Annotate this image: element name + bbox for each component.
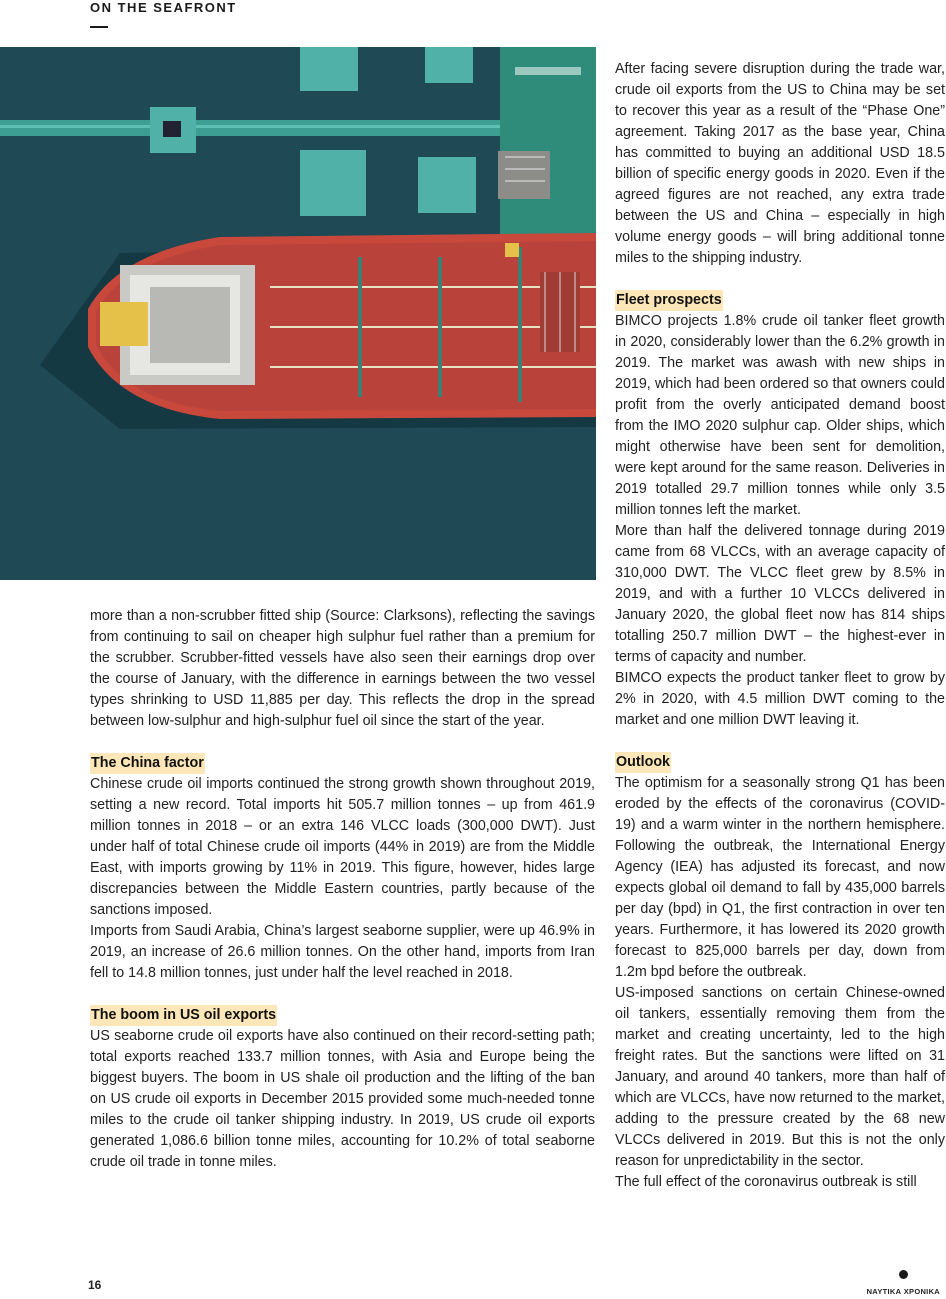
paragraph: After facing severe disruption during the trade war, crude oil exports from the US to China may be set to recover this year as a result of the “Phase One” agreement. Taking 2017 as the base year, China has committed to buying an additional USD 18.5 billion of specific energy goods in 2020. Even if the agreed figures are not reached, any extra trade between the US and China – especially in high volume energy goods – will bring additional tonne miles to the shipping industry. [615,61,945,266]
subhead-outlook: Outlook [615,752,671,773]
brand-logo-icon [899,1270,908,1279]
tanker-aerial-photo [0,47,596,580]
paragraph: more than a non-scrubber fitted ship (Source: Clarksons), reflecting the savings from continuing to sail on cheaper high sulphur fuel rather than a premium for the scrubber. Scrubber-fitted vessels have also seen their earnings drop over the course of January, with the difference in earnings between the two vessel types shrinking to USD 11,885 per day. This reflects the drop in the spread between low-sulphur and high-sulphur fuel oil since the start of the year. [90,608,595,729]
paragraph: Chinese crude oil imports continued the strong growth shown throughout 2019, setting a new record. Total imports hit 505.7 million tonnes – up from 461.9 million tonnes in 2018 – or an extra 146 VLCC loads (300,000 DWT). Just under half of total Chinese crude oil imports (44% in 2019) are from the Middle East, with imports growing by 11% in 2019. This figure, however, hides large discrepancies between the Middle Eastern countries, partly because of the sanctions imposed. [90,776,595,918]
section-label: ON THE SEAFRONT [90,0,237,15]
paragraph: The full effect of the coronavirus outbreak is still [615,1174,917,1190]
paragraph: BIMCO expects the product tanker fleet to grow by 2% in 2020, with 4.5 million DWT coming to the market and one million DWT leaving it. [615,670,945,728]
subhead-fleet-prospects: Fleet prospects [615,290,723,311]
right-column [615,59,945,1193]
subhead-china-factor: The China factor [90,753,205,774]
paragraph: BIMCO projects 1.8% crude oil tanker fleet growth in 2020, considerably lower than the 6.2% growth in 2019. The market was awash with new ships in 2019, which had been ordered so that owners could profit from the overly anticipated demand boost from the IMO 2020 sulphur cap. Older ships, which might otherwise have been sent for demolition, were kept around for the same reason. Deliveries in 2019 totalled 29.7 million tonnes while only 3.5 million tonnes left the market. [615,313,945,518]
paragraph: US-imposed sanctions on certain Chinese-owned oil tankers, essentially removing them from the market and creating uncertainty, led to the high freight rates. But the sanctions were lifted on 31 January, and around 40 tankers, more than half of which are VLCCs, have now returned to the market, adding to the pressure created by the 68 new VLCCs delivered in 2019. But this is not the only reason for unpredictability in the sector. [615,985,945,1169]
brand-name: ΝΑΥΤΙΚΑ ΧΡΟΝΙΚΑ [866,1287,940,1296]
paragraph: Imports from Saudi Arabia, China’s largest seaborne supplier, were up 46.9% in 2019, an increase of 26.6 million tonnes. On the other hand, imports from Iran fell to 14.8 million tonnes, just under half the level reached in 2018. [90,923,595,981]
subhead-us-oil-exports: The boom in US oil exports [90,1005,277,1026]
section-label-dash [90,26,108,28]
page-number: 16 [88,1278,102,1292]
paragraph: The optimism for a seasonally strong Q1 has been eroded by the effects of the coronavirus (COVID-19) and a warm winter in the northern hemisphere. Following the outbreak, the International Energy Agency (IEA) has adjusted its forecast, and now expects global oil demand to fall by 435,000 barrels per day (bpd) in Q1, the first contraction in over ten years. Furthermore, it has lowered its 2020 growth forecast to 825,000 barrels per day, down from 1.2m bpd before the outbreak. [615,775,945,980]
brand-logo [867,1270,940,1299]
left-column [90,606,595,1173]
paragraph: US seaborne crude oil exports have also continued on their record-setting path; total exports reached 133.7 million tonnes, with Asia and Europe being the biggest buyers. The boom in US shale oil production and the lifting of the ban on US crude oil exports in December 2015 provided some much-needed tonne miles to the crude oil tanker shipping industry. In 2019, US crude oil exports generated 1,086.6 billion tonne miles, accounting for 10.2% of total seaborne crude oil trade in tonne miles. [90,1028,595,1170]
paragraph: More than half the delivered tonnage during 2019 came from 68 VLCCs, with an average capacity of 310,000 DWT. The VLCC fleet grew by 8.5% in 2019, and with a further 10 VLCCs delivered in January 2020, the global fleet now has 814 ships totalling 250.7 million DWT – the highest-ever in terms of capacity and number. [615,523,945,665]
